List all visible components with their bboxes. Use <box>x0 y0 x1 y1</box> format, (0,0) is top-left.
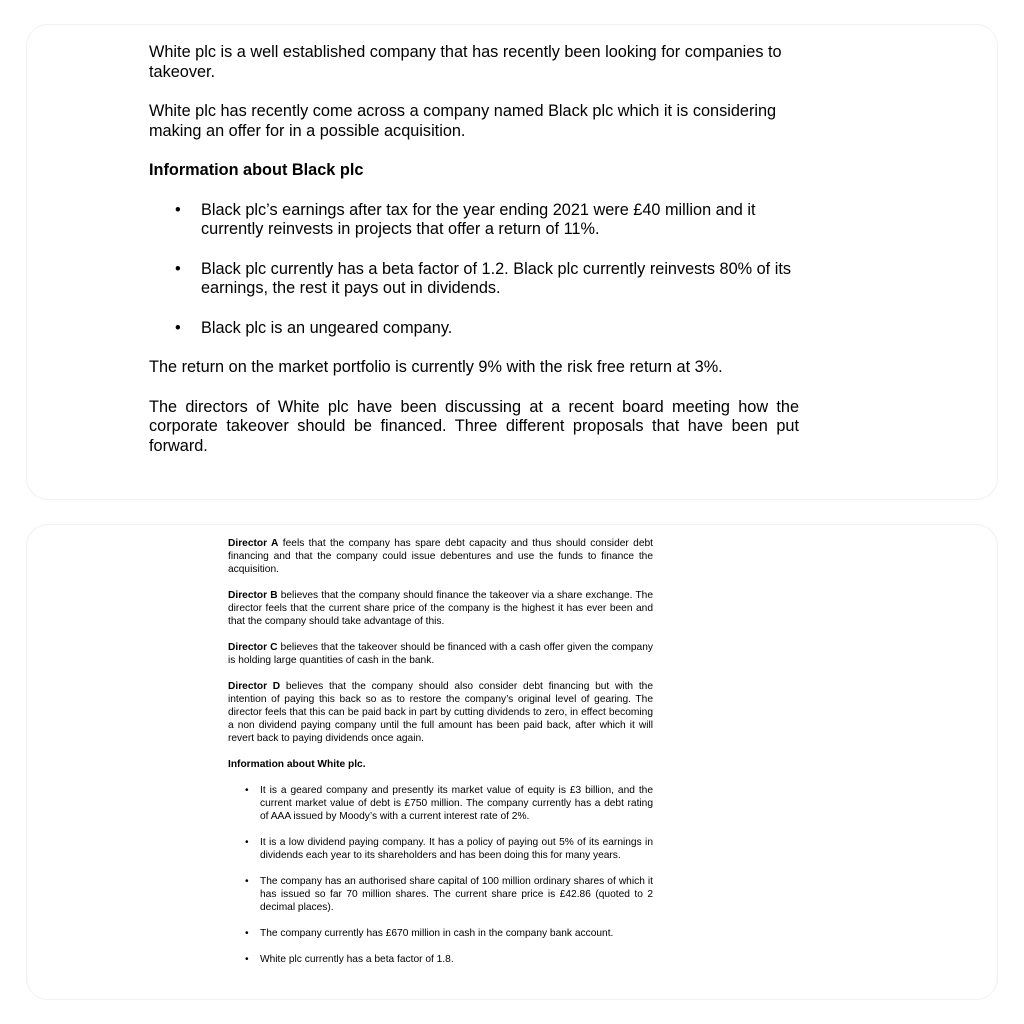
document-page-1 <box>26 24 998 500</box>
list-item-text: Black plc is an ungeared company. <box>201 318 453 337</box>
page-1-text <box>149 43 799 476</box>
director-d-paragraph <box>228 680 653 745</box>
list-item <box>228 836 653 862</box>
white-plc-heading: Information about White plc. <box>228 759 366 770</box>
bullet-icon: • <box>245 928 249 939</box>
director-text: believes that the company should finance the takeover via a share exchange. The director feels that the current share price of the company is the highest it has ever been and that the company should take advantage of this. <box>228 590 653 627</box>
director-name: Director C <box>228 642 278 653</box>
list-item <box>149 260 799 299</box>
black-plc-bullet-list <box>149 201 799 339</box>
white-plc-bullet-list <box>228 784 653 966</box>
bullet-icon: • <box>245 837 249 848</box>
list-item-text: The company has an authorised share capital of 100 million ordinary shares of which it has issued so far 70 million shares. The current share price is £42.86 (quoted to 2 decimal places). <box>260 876 653 913</box>
bullet-icon: • <box>245 785 249 796</box>
director-a-paragraph <box>228 537 653 576</box>
list-item <box>149 319 799 339</box>
director-text: believes that the company should also consider debt financing but with the intention of paying this back so as to restore the company’s original level of gearing. The director feels that this can be paid back in part by cutting dividends to zero, in effect becoming a non dividend paying company until the full amount has been paid back, after which it will revert back to paying dividends once again. <box>228 681 653 744</box>
director-name: Director D <box>228 681 281 692</box>
director-name: Director A <box>228 538 279 549</box>
list-item-text: The company currently has £670 million in cash in the company bank account. <box>260 928 614 939</box>
list-item <box>228 927 653 940</box>
list-item <box>228 953 653 966</box>
list-item-text: Black plc’s earnings after tax for the year ending 2021 were £40 million and it currently reinvests in projects that offer a return of 11%. <box>201 200 756 238</box>
bullet-icon: • <box>245 954 249 965</box>
page-2-text <box>228 537 653 966</box>
intro-paragraph-2: White plc has recently come across a company named Black plc which it is considering making an offer for in a possible acquisition. <box>149 102 777 140</box>
list-item-text: White plc currently has a beta factor of 1.8. <box>260 954 454 965</box>
director-text: believes that the takeover should be financed with a cash offer given the company is holding large quantities of cash in the bank. <box>228 642 653 666</box>
list-item <box>149 201 799 240</box>
bullet-icon: • <box>175 259 181 278</box>
director-c-paragraph <box>228 641 653 667</box>
list-item-text: Black plc currently has a beta factor of 1.2. Black plc currently reinvests 80% of its earnings, the rest it pays out in dividends. <box>201 259 792 297</box>
list-item <box>228 784 653 823</box>
bullet-icon: • <box>245 876 249 887</box>
director-name: Director B <box>228 590 278 601</box>
list-item <box>228 875 653 914</box>
bullet-icon: • <box>175 200 181 219</box>
bullet-icon: • <box>175 318 181 337</box>
director-b-paragraph <box>228 589 653 628</box>
black-plc-heading: Information about Black plc <box>149 161 364 179</box>
intro-paragraph-1: White plc is a well established company that has recently been looking for companies to takeover. <box>149 43 782 81</box>
document-page-2 <box>26 524 998 1000</box>
list-item-text: It is a low dividend paying company. It has a policy of paying out 5% of its earnings in dividends each year to its shareholders and has been doing this for many years. <box>260 837 653 861</box>
directors-paragraph: The directors of White plc have been discussing at a recent board meeting how the corporate takeover should be financed. Three different proposals that have been put forward. <box>149 397 799 455</box>
market-return-paragraph: The return on the market portfolio is currently 9% with the risk free return at 3%. <box>149 358 723 376</box>
list-item-text: It is a geared company and presently its market value of equity is £3 billion, and the current market value of debt is £750 million. The company currently has a debt rating of AAA issued by Moody’s with a current interest rate of 2%. <box>260 785 653 822</box>
director-text: feels that the company has spare debt capacity and thus should consider debt financing and that the company could issue debentures and use the funds to finance the acquisition. <box>228 538 653 575</box>
